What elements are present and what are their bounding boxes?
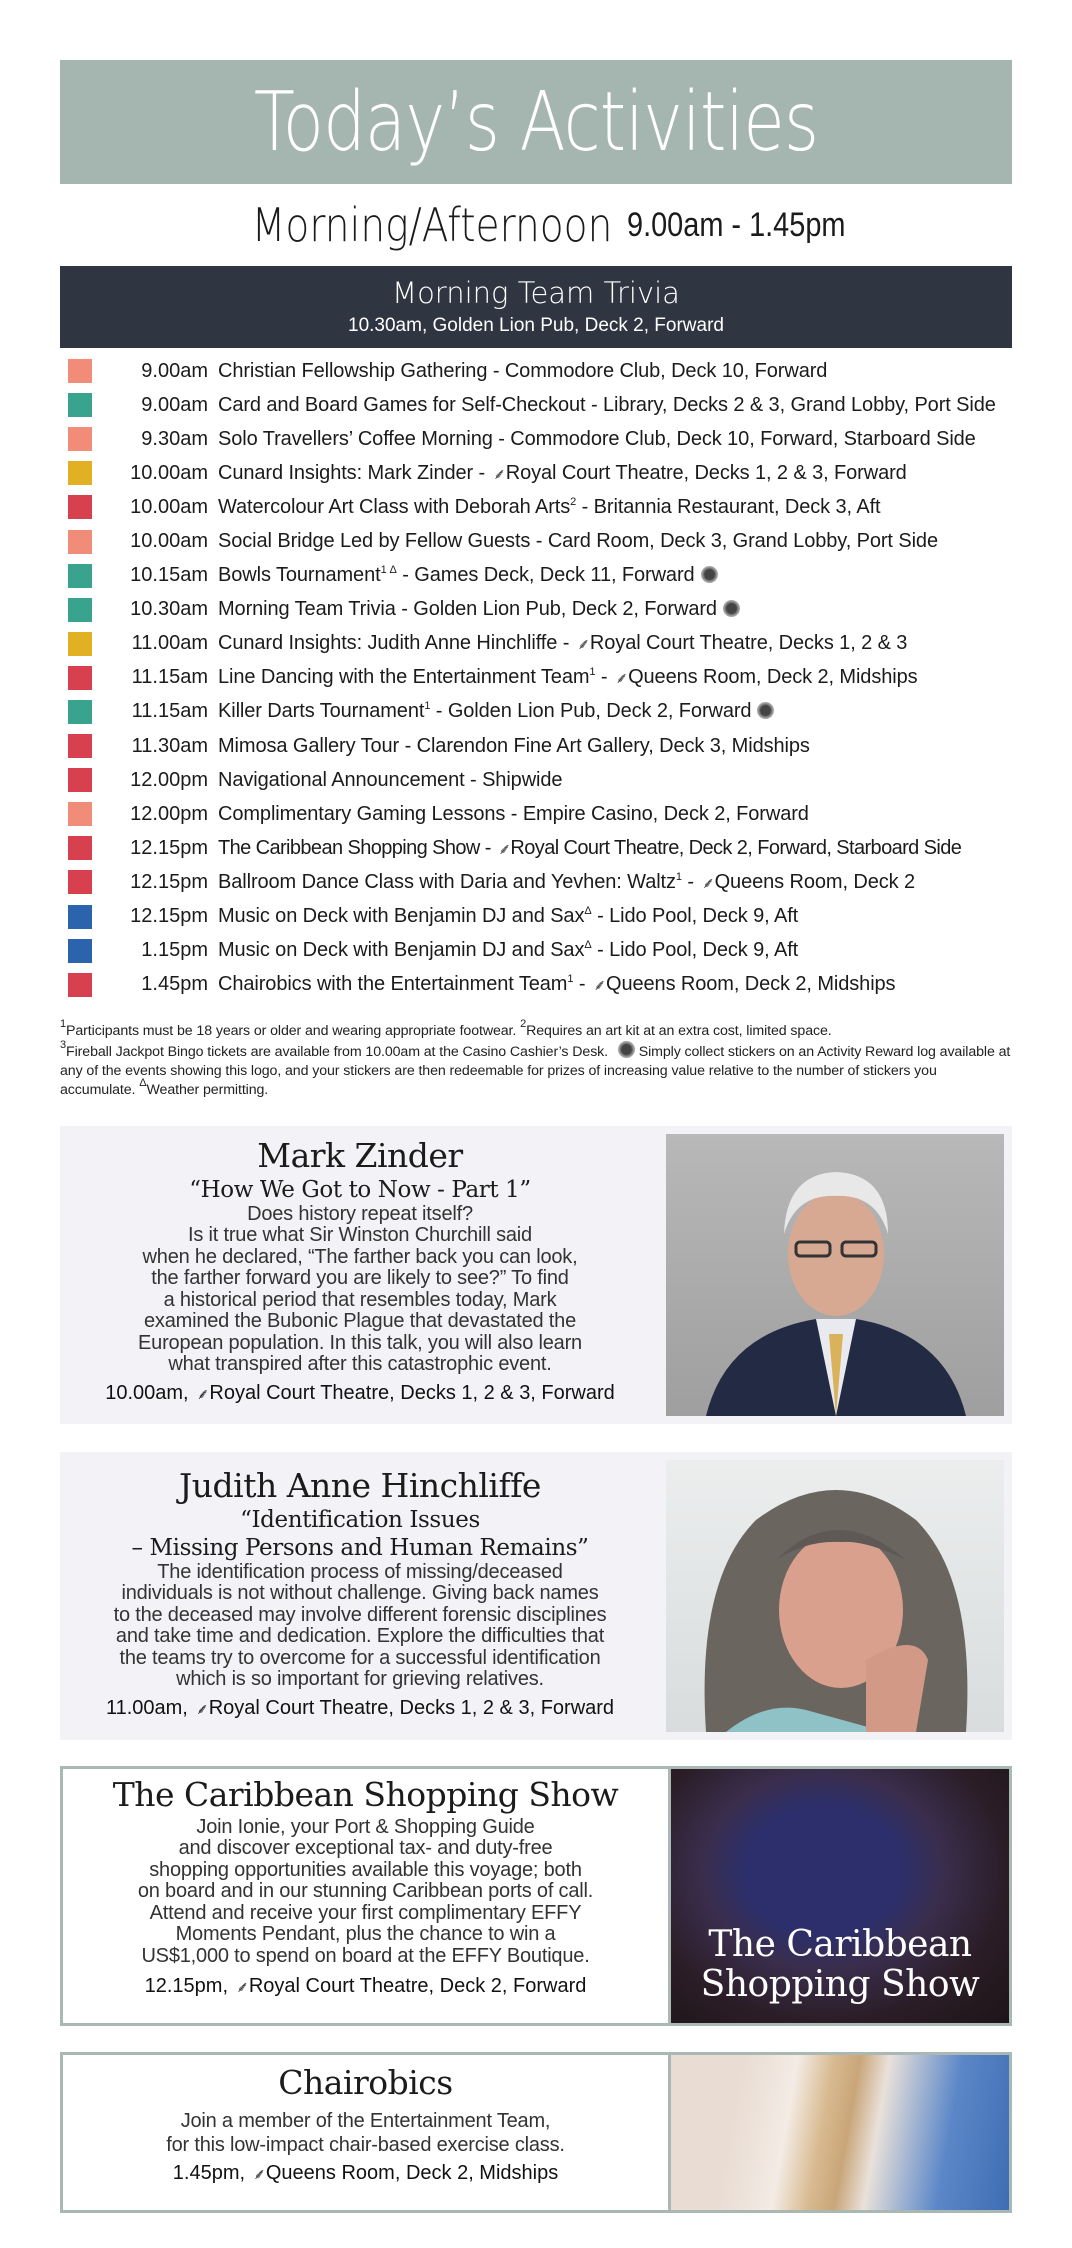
event-location: Britannia Restaurant, Deck 3, Aft bbox=[593, 495, 881, 518]
footnote-marker: 1 bbox=[589, 666, 596, 679]
event-location: Queens Room, Deck 2, Midships bbox=[628, 666, 918, 689]
theatre-photo bbox=[668, 1769, 1009, 2023]
event-location: Empire Casino, Deck 2, Forward bbox=[522, 802, 809, 825]
event-time: 10.30am bbox=[130, 598, 208, 621]
footnote-1: Participants must be 18 years or older and wearing appropriate footwear. bbox=[66, 1022, 521, 1039]
event-description: Music on Deck with Benjamin DJ and Sax$^\Delta$ - Lido Pool, Deck 9, Aft bbox=[218, 905, 799, 928]
event-time: 10.00am bbox=[130, 530, 208, 553]
desc-line: on board and in our stunning Caribbean ports of call. bbox=[137, 1880, 594, 1903]
event-description: Line Dancing with the Entertainment Team$^1$ - ⸙ Queens Room, Deck 2, Midships bbox=[218, 666, 918, 689]
card-text bbox=[63, 2055, 668, 2210]
ear-icon: ⸙ bbox=[576, 636, 588, 654]
schedule-row bbox=[60, 865, 1012, 899]
event-title: Music on Deck with Benjamin DJ and Sax bbox=[218, 939, 585, 962]
featured-event-banner bbox=[60, 266, 1012, 348]
footnotes bbox=[60, 1017, 1012, 1100]
category-color-swatch bbox=[68, 359, 92, 383]
period-label: Morning/Afternoon bbox=[251, 198, 613, 252]
category-color-swatch bbox=[68, 768, 92, 792]
schedule-row bbox=[60, 729, 1012, 763]
desc-line: shopping opportunities available this voyage; both bbox=[149, 1858, 582, 1881]
event-title: Music on Deck with Benjamin DJ and Sax bbox=[218, 905, 585, 928]
schedule-row bbox=[60, 968, 1012, 1002]
schedule-row bbox=[60, 524, 1012, 558]
desc-line: the farther forward you are likely to see?” To find bbox=[151, 1267, 569, 1290]
event-location: Golden Lion Pub, Deck 2, Forward bbox=[447, 700, 752, 723]
event-description: Complimentary Gaming Lessons - Empire Casino, Deck 2, Forward bbox=[218, 802, 809, 825]
card-location: Royal Court Theatre, Decks 1, 2 & 3, Forward bbox=[208, 1696, 615, 1719]
category-color-swatch bbox=[68, 461, 92, 485]
ear-icon: ⸙ bbox=[195, 1700, 207, 1718]
card-time-location bbox=[60, 1379, 660, 1409]
event-location: Queens Room, Deck 2, Midships bbox=[606, 973, 896, 996]
event-time: 9.00am bbox=[141, 393, 208, 416]
event-description: Mimosa Gallery Tour - Clarendon Fine Art Gallery, Deck 3, Midships bbox=[218, 734, 810, 757]
event-title: Cunard Insights: Judith Anne Hinchliffe bbox=[218, 632, 558, 655]
event-name: Chairobics bbox=[278, 2062, 453, 2102]
event-title: Morning Team Trivia bbox=[218, 598, 396, 621]
category-color-swatch bbox=[68, 700, 92, 724]
event-description: Ballroom Dance Class with Daria and Yevhen: Waltz$^1$ - ⸙ Queens Room, Deck 2 bbox=[218, 870, 916, 893]
event-time: 1.45pm bbox=[141, 973, 208, 996]
event-location: Royal Court Theatre, Deck 2, Forward, Starboard Side bbox=[510, 836, 962, 859]
event-location: Shipwide bbox=[482, 768, 563, 791]
footnote-marker: 1 bbox=[60, 1017, 67, 1030]
speaker-card-judith-hinchliffe bbox=[60, 1452, 1012, 1740]
event-location: Lido Pool, Deck 9, Aft bbox=[609, 905, 799, 928]
activities-page bbox=[60, 60, 1012, 2213]
card-time: 12.15pm, bbox=[144, 1975, 228, 1998]
desc-line: Is it true what Sir Winston Churchill said bbox=[188, 1224, 532, 1247]
schedule-row bbox=[60, 422, 1012, 456]
event-time: 12.00pm bbox=[130, 802, 208, 825]
event-location: Royal Court Theatre, Decks 1, 2 & 3, Forward bbox=[505, 461, 907, 484]
event-description: Cunard Insights: Judith Anne Hinchliffe - ⸙ Royal Court Theatre, Decks 1, 2 & 3 bbox=[218, 632, 908, 655]
talk-title: “How We Got to Now - Part 1” bbox=[189, 1176, 531, 1203]
card-description bbox=[60, 1204, 660, 1376]
desc-line: and take time and dedication. Explore the difficulties that bbox=[115, 1625, 605, 1648]
event-description: Christian Fellowship Gathering - Commodore Club, Deck 10, Forward bbox=[218, 359, 828, 382]
footnote-marker: 3 bbox=[60, 1038, 67, 1051]
footnote-3: Fireball Jackpot Bingo tickets are available from 10.00am at the Casino Cashier’s Desk. bbox=[66, 1043, 612, 1060]
page-title: Today’s Activities bbox=[253, 74, 819, 170]
event-title: Solo Travellers’ Coffee Morning bbox=[218, 427, 493, 450]
event-time: 11.30am bbox=[131, 734, 208, 757]
card-text bbox=[60, 1126, 660, 1424]
card-time-location bbox=[63, 1972, 668, 2002]
footnote-marker: Δ bbox=[584, 905, 592, 918]
event-title: Cunard Insights: Mark Zinder bbox=[218, 461, 474, 484]
event-time: 12.15pm bbox=[130, 905, 208, 928]
footnote-marker: 1 bbox=[567, 973, 574, 986]
event-time: 10.15am bbox=[130, 564, 208, 587]
image-caption bbox=[671, 1925, 1009, 2005]
card-time: 10.00am, bbox=[105, 1381, 189, 1404]
category-color-swatch bbox=[68, 564, 92, 588]
event-description: Social Bridge Led by Fellow Guests - Card Room, Deck 3, Grand Lobby, Port Side bbox=[218, 530, 938, 553]
event-title: Card and Board Games for Self-Checkout bbox=[218, 393, 586, 416]
event-name: The Caribbean Shopping Show bbox=[112, 1774, 619, 1814]
portrait-illustration bbox=[666, 1460, 1004, 1732]
footnote-marker: 1 bbox=[424, 700, 431, 713]
activity-reward-sticker-icon bbox=[757, 702, 774, 719]
portrait-illustration bbox=[666, 1134, 1004, 1416]
desc-line: when he declared, “The farther back you can look, bbox=[142, 1245, 578, 1268]
schedule-row bbox=[60, 388, 1012, 422]
event-description: Card and Board Games for Self-Checkout - Library, Decks 2 & 3, Grand Lobby, Port Side bbox=[218, 393, 996, 416]
card-description bbox=[63, 2109, 668, 2157]
desc-line: Does history repeat itself? bbox=[247, 1202, 473, 1225]
talk-title-line-1: “Identification Issues bbox=[240, 1506, 480, 1533]
schedule-row bbox=[60, 490, 1012, 524]
event-time: 1.15pm bbox=[141, 939, 208, 962]
card-location: Royal Court Theatre, Deck 2, Forward bbox=[248, 1975, 587, 1998]
desc-line: individuals is not without challenge. Giving back names bbox=[121, 1582, 599, 1605]
event-title: Watercolour Art Class with Deborah Arts bbox=[218, 495, 571, 518]
category-color-swatch bbox=[68, 870, 92, 894]
exercise-class-photo bbox=[668, 2055, 1009, 2210]
event-description: Navigational Announcement - Shipwide bbox=[218, 768, 563, 791]
period-heading bbox=[60, 184, 1012, 266]
speaker-name: Judith Anne Hinchliffe bbox=[179, 1465, 541, 1505]
event-time: 11.00am bbox=[131, 632, 208, 655]
ear-icon: ⸙ bbox=[252, 2165, 264, 2183]
event-time: 10.00am bbox=[130, 495, 208, 518]
event-location: Golden Lion Pub, Deck 2, Forward bbox=[413, 598, 717, 621]
event-title: Navigational Announcement bbox=[218, 768, 465, 791]
card-time-location bbox=[63, 2159, 668, 2189]
schedule-row bbox=[60, 661, 1012, 695]
category-color-swatch bbox=[68, 802, 92, 826]
event-description: Solo Travellers’ Coffee Morning - Commodore Club, Deck 10, Forward, Starboard Side bbox=[218, 427, 976, 450]
event-time: 9.00am bbox=[141, 359, 208, 382]
event-location: Commodore Club, Deck 10, Forward bbox=[504, 359, 828, 382]
card-location: Royal Court Theatre, Decks 1, 2 & 3, Forward bbox=[209, 1381, 615, 1404]
schedule-row bbox=[60, 695, 1012, 729]
event-description: Music on Deck with Benjamin DJ and Sax$^\Delta$ - Lido Pool, Deck 9, Aft bbox=[218, 939, 799, 962]
event-title: The Caribbean Shopping Show bbox=[218, 836, 480, 859]
desc-line: the teams try to overcome for a successful identification bbox=[119, 1646, 601, 1669]
footnote-marker: 2 bbox=[520, 1017, 527, 1030]
category-color-swatch bbox=[68, 393, 92, 417]
desc-line: which is so important for grieving relatives. bbox=[176, 1668, 544, 1691]
event-description: Morning Team Trivia - Golden Lion Pub, Deck 2, Forward bbox=[218, 598, 740, 621]
schedule-row bbox=[60, 354, 1012, 388]
desc-line: a historical period that resembles today, Mark bbox=[163, 1288, 557, 1311]
footnote-marker: 1 Δ bbox=[380, 564, 397, 577]
event-time: 11.15am bbox=[131, 700, 208, 723]
caption-line: Shopping Show bbox=[700, 1963, 980, 2005]
card-description bbox=[60, 1562, 660, 1691]
footnote-marker: 1 bbox=[675, 870, 682, 883]
ear-icon: ⸙ bbox=[592, 977, 605, 995]
desc-line: examined the Bubonic Plague that devastated the bbox=[143, 1310, 577, 1333]
category-color-swatch bbox=[68, 530, 92, 554]
desc-line: The identification process of missing/deceased bbox=[157, 1560, 563, 1583]
card-text bbox=[63, 1769, 668, 2023]
event-title: Social Bridge Led by Fellow Guests bbox=[218, 530, 531, 553]
schedule-row bbox=[60, 593, 1012, 627]
schedule-row bbox=[60, 627, 1012, 661]
event-title: Bowls Tournament bbox=[218, 564, 381, 587]
featured-event-title: Morning Team Trivia bbox=[392, 276, 680, 310]
event-location: Royal Court Theatre, Decks 1, 2 & 3 bbox=[589, 632, 908, 655]
event-description: Bowls Tournament$^{1 \Delta}$ - Games Deck, Deck 11, Forward bbox=[218, 564, 718, 587]
activity-reward-sticker-icon bbox=[618, 1041, 635, 1058]
event-card-chairobics bbox=[60, 2052, 1012, 2213]
desc-line: Attend and receive your first complimentary EFFY bbox=[149, 1901, 582, 1924]
event-time: 11.15am bbox=[131, 666, 208, 689]
desc-line: US$1,000 to spend on board at the EFFY Boutique. bbox=[141, 1944, 590, 1967]
schedule-row bbox=[60, 900, 1012, 934]
category-color-swatch bbox=[68, 734, 92, 758]
event-time: 12.15pm bbox=[130, 870, 208, 893]
speaker-name: Mark Zinder bbox=[257, 1135, 463, 1175]
footnote-marker: Δ bbox=[139, 1076, 147, 1089]
event-description: Killer Darts Tournament$^1$ - Golden Lion Pub, Deck 2, Forward bbox=[218, 700, 774, 723]
card-time-location bbox=[60, 1694, 660, 1724]
event-title: Chairobics with the Entertainment Team bbox=[218, 973, 568, 996]
event-time: 9.30am bbox=[141, 427, 208, 450]
event-location: Clarendon Fine Art Gallery, Deck 3, Midships bbox=[416, 734, 810, 757]
activity-reward-sticker-icon bbox=[701, 566, 718, 583]
event-title: Killer Darts Tournament bbox=[218, 700, 425, 723]
schedule-row bbox=[60, 559, 1012, 593]
ear-icon: ⸙ bbox=[701, 874, 713, 892]
desc-line: Join Ionie, your Port & Shopping Guide bbox=[196, 1815, 535, 1838]
ear-icon: ⸙ bbox=[196, 1385, 208, 1403]
footnote-2: Requires an art kit at an extra cost, limited space. bbox=[526, 1022, 832, 1039]
ear-icon: ⸙ bbox=[492, 465, 504, 483]
speaker-card-mark-zinder bbox=[60, 1126, 1012, 1424]
talk-title-line-2: – Missing Persons and Human Remains” bbox=[131, 1534, 589, 1561]
event-description: The Caribbean Shopping Show - ⸙ Royal Court Theatre, Deck 2, Forward, Starboard Side bbox=[218, 836, 962, 859]
event-description: Chairobics with the Entertainment Team$^1$ - ⸙ Queens Room, Deck 2, Midships bbox=[218, 973, 896, 996]
category-color-swatch bbox=[68, 905, 92, 929]
speaker-photo bbox=[666, 1134, 1004, 1416]
category-color-swatch bbox=[68, 666, 92, 690]
event-time: 10.00am bbox=[130, 461, 208, 484]
featured-event-details: 10.30am, Golden Lion Pub, Deck 2, Forward bbox=[348, 315, 724, 336]
desc-line: to the deceased may involve different forensic disciplines bbox=[113, 1603, 607, 1626]
event-location: Queens Room, Deck 2 bbox=[714, 870, 916, 893]
event-location: Commodore Club, Deck 10, Forward, Starboard Side bbox=[510, 427, 976, 450]
event-time: 12.00pm bbox=[130, 768, 208, 791]
event-description: Cunard Insights: Mark Zinder - ⸙ Royal Court Theatre, Decks 1, 2 & 3, Forward bbox=[218, 461, 907, 484]
ear-icon: ⸙ bbox=[497, 840, 509, 858]
desc-line: Join a member of the Entertainment Team, bbox=[180, 2109, 551, 2132]
schedule-row bbox=[60, 797, 1012, 831]
event-title: Line Dancing with the Entertainment Team bbox=[218, 666, 590, 689]
ear-icon: ⸙ bbox=[235, 1979, 247, 1997]
event-card-shopping-show bbox=[60, 1766, 1012, 2026]
event-location: Games Deck, Deck 11, Forward bbox=[414, 564, 695, 587]
event-time: 12.15pm bbox=[130, 836, 208, 859]
card-time: 11.00am, bbox=[105, 1696, 188, 1719]
schedule-row bbox=[60, 456, 1012, 490]
schedule-row bbox=[60, 934, 1012, 968]
activity-reward-sticker-icon bbox=[723, 600, 740, 617]
schedule-row bbox=[60, 763, 1012, 797]
event-title: Mimosa Gallery Tour bbox=[218, 734, 400, 757]
category-color-swatch bbox=[68, 973, 92, 997]
event-title: Ballroom Dance Class with Daria and Yevhen: Waltz bbox=[218, 870, 676, 893]
title-banner bbox=[60, 60, 1012, 184]
desc-line: what transpired after this catastrophic event. bbox=[168, 1353, 552, 1376]
event-location: Library, Decks 2 & 3, Grand Lobby, Port Side bbox=[602, 393, 996, 416]
category-color-swatch bbox=[68, 939, 92, 963]
desc-line: Moments Pendant, plus the chance to win a bbox=[175, 1923, 556, 1946]
event-description: Watercolour Art Class with Deborah Arts$^2$ - Britannia Restaurant, Deck 3, Aft bbox=[218, 495, 881, 518]
footnote-marker: 2 bbox=[570, 495, 577, 508]
card-text bbox=[60, 1452, 660, 1740]
category-color-swatch bbox=[68, 632, 92, 656]
card-time: 1.45pm, bbox=[172, 2161, 246, 2184]
event-title: Complimentary Gaming Lessons bbox=[218, 802, 506, 825]
card-description bbox=[63, 1817, 668, 1968]
footnote-weather: Weather permitting. bbox=[146, 1081, 269, 1098]
schedule-list bbox=[60, 354, 1012, 1002]
schedule-row bbox=[60, 831, 1012, 865]
desc-line: and discover exceptional tax- and duty-free bbox=[178, 1837, 553, 1860]
card-location: Queens Room, Deck 2, Midships bbox=[265, 2161, 559, 2184]
footnote-sticker: Simply collect stickers on an Activity Reward log available at any of the events showing this logo, and your stickers are then redeemable for prizes of increasing value relative to the number of stickers you accumulate. bbox=[60, 1043, 1011, 1098]
event-title: Christian Fellowship Gathering bbox=[218, 359, 488, 382]
ear-icon: ⸙ bbox=[614, 670, 627, 688]
event-location: Card Room, Deck 3, Grand Lobby, Port Side bbox=[547, 530, 938, 553]
time-range: 9.00am - 1.45pm bbox=[626, 205, 846, 244]
caption-line: The Caribbean bbox=[708, 1923, 972, 1965]
category-color-swatch bbox=[68, 836, 92, 860]
event-location: Lido Pool, Deck 9, Aft bbox=[609, 939, 799, 962]
category-color-swatch bbox=[68, 495, 92, 519]
speaker-photo bbox=[666, 1460, 1004, 1732]
desc-line: European population. In this talk, you will also learn bbox=[138, 1331, 582, 1354]
category-color-swatch bbox=[68, 598, 92, 622]
category-color-swatch bbox=[68, 427, 92, 451]
footnote-marker: Δ bbox=[584, 939, 592, 952]
desc-line: for this low-impact chair-based exercise class. bbox=[166, 2133, 565, 2156]
